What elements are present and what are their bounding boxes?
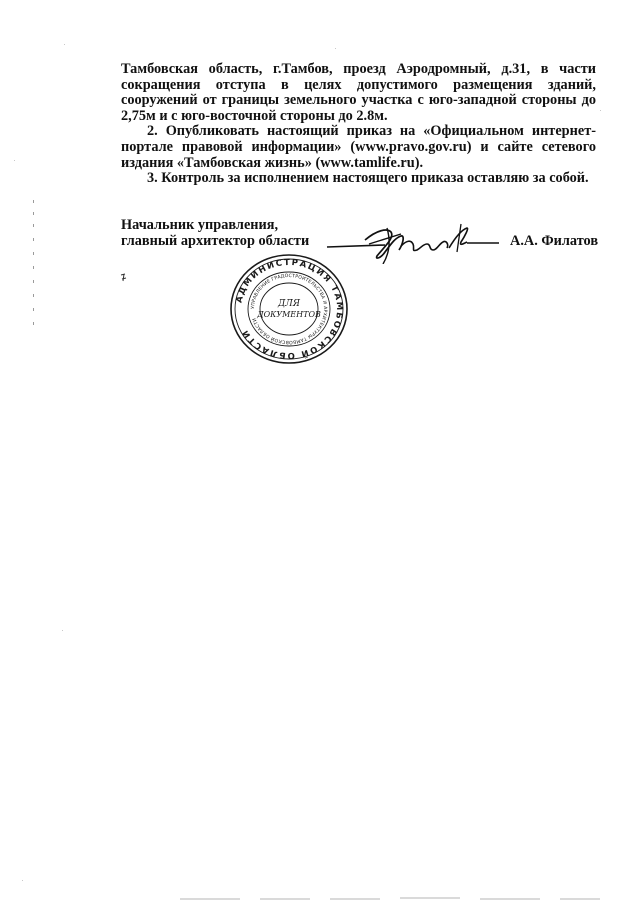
signatory-title-line-1: Начальник управления,	[121, 217, 279, 233]
margin-binding-dots	[32, 200, 36, 330]
stamp-inner-text: УПРАВЛЕНИЕ ГРАДОСТРОИТЕЛЬСТВА И АРХИТЕКТУРЫ ТАМБОВСКОЙ ОБЛАСТИ	[250, 273, 328, 345]
paragraph-item-3: 3. Контроль за исполнением настоящего приказа оставляю за собой.	[147, 170, 589, 187]
document-body	[121, 62, 596, 187]
scan-bottom-lines	[180, 896, 620, 902]
official-stamp	[219, 248, 359, 370]
stamp-outer-text: АДМИНИСТРАЦИЯ ТАМБОВСКОЙ ОБЛАСТИ	[234, 257, 345, 361]
scan-mark	[119, 272, 129, 286]
signatory-name: А.А. Филатов	[510, 233, 599, 249]
stamp-center-line-2: ДОКУМЕНТОВ	[257, 310, 321, 319]
paragraph-continuation: Тамбовская область, г.Тамбов, проезд Аэродромный, д.31, в части сокращения отступа в целях допустимого размещения зданий, сооружений от границы земельного участка с юго-западной стороны до 2,75м и с юго-восточной стороны до 2.8м.	[121, 61, 596, 124]
signatory-title-line-2: главный архитектор области	[121, 233, 310, 249]
stamp-center-line-1: ДЛЯ	[277, 299, 301, 309]
svg-text:УПРАВЛЕНИЕ ГРАДОСТРОИТЕЛЬСТВА	[250, 273, 328, 345]
paragraph-item-2: 2. Опубликовать настоящий приказ на «Официальном интернет-портале правовой информации» (www.pravo.gov.ru) и сайте сетевого издания «Тамбовская жизнь» (www.tamlife.ru).	[121, 123, 596, 171]
